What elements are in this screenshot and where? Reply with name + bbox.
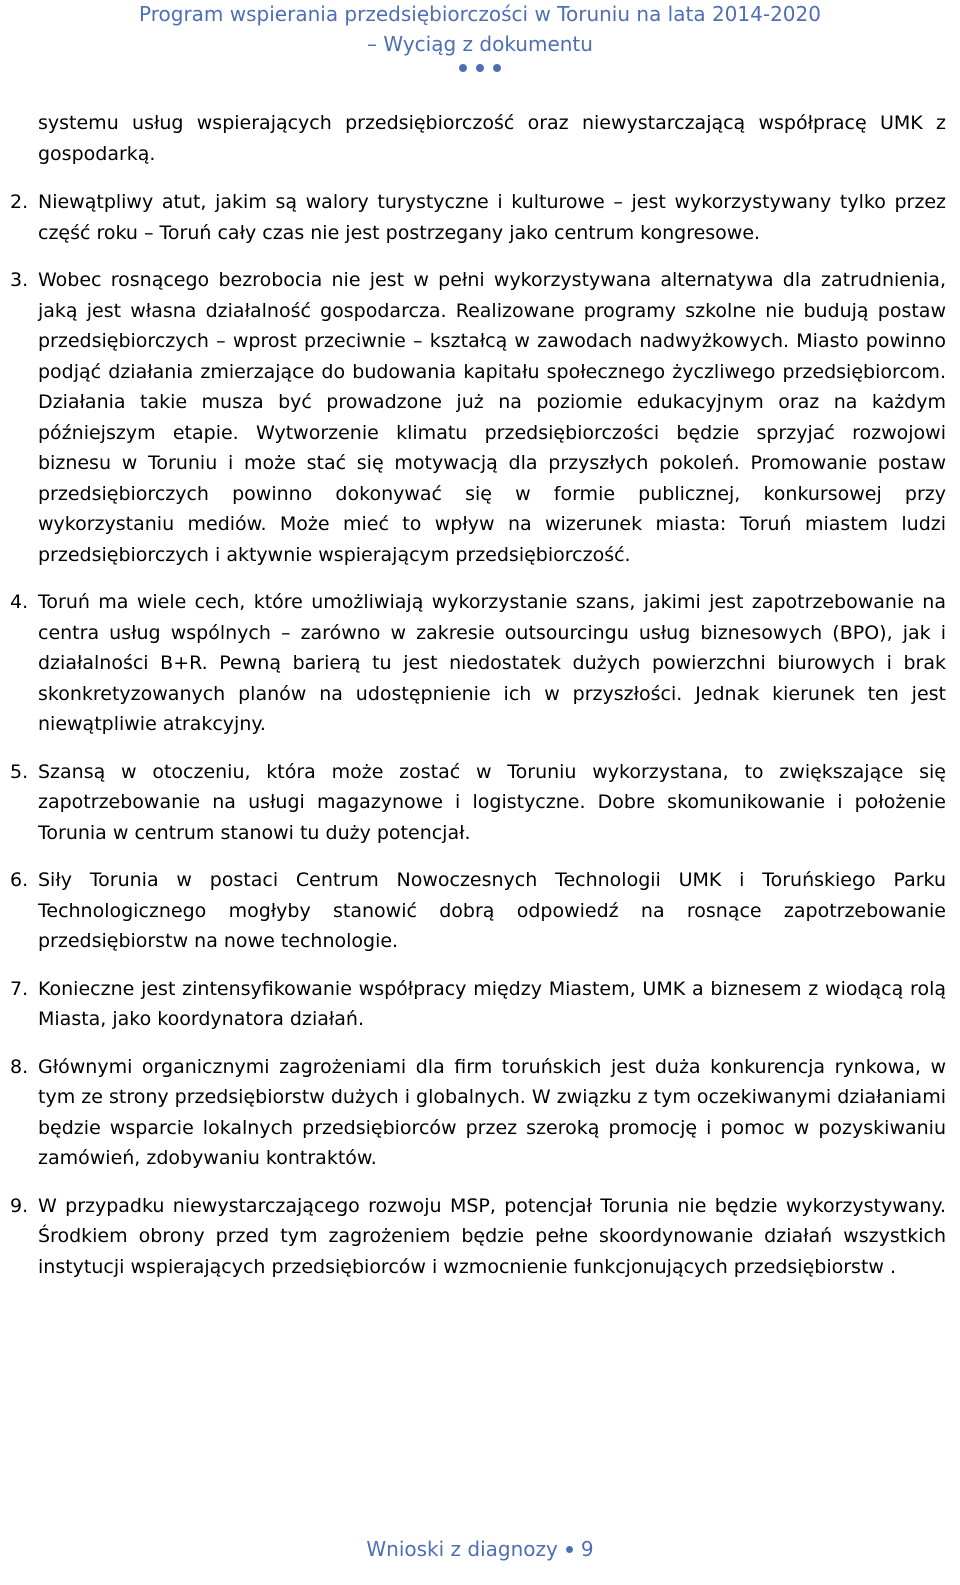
list-item-text: W przypadku niewystarczającego rozwoju MSP, potencjał Torunia nie będzie wykorzystywany. Środkiem obrony przed tym zagrożeniem będzie pełne skoordynowanie działań wszystkich instytucji wspierających przedsiębiorców i wzmocnienie funkcjonujących przedsiębiorstw . — [38, 1194, 946, 1278]
list-item-number: 9. — [10, 1194, 29, 1217]
list-item-number: 7. — [10, 977, 29, 1000]
list-item-text: Szansą w otoczeniu, która może zostać w Toruniu wykorzystana, to zwiększające się zapotrzebowanie na usługi magazynowe i logistyczne. Dobre skomunikowanie i położenie Torunia w centrum stanowi tu duży potencjał. — [38, 760, 946, 844]
dot-icon — [476, 64, 484, 72]
list-item-text: Konieczne jest zintensyfikowanie współpracy między Miastem, UMK a biznesem z wiodącą rolą Miasta, jako koordynatora działań. — [38, 977, 946, 1030]
list-item — [10, 1052, 946, 1174]
list-item-number: 5. — [10, 760, 29, 783]
footer-section-title: Wnioski z diagnozy — [366, 1537, 558, 1561]
list-item — [10, 1191, 946, 1283]
dot-icon — [493, 64, 501, 72]
list-item — [10, 757, 946, 849]
list-item-number: 2. — [10, 191, 29, 213]
list-item-text: Niewątpliwy atut, jakim są walory turystyczne i kulturowe – jest wykorzystywany tylko przez część roku – Toruń cały czas nie jest postrzegany jako centrum kongresowe. — [38, 191, 946, 244]
page-footer — [0, 1534, 960, 1564]
document-title: Program wspierania przedsiębiorczości w Toruniu na lata 2014-2020 — [139, 2, 821, 26]
list-item-text: Siły Torunia w postaci Centrum Nowoczesnych Technologii UMK i Toruńskiego Parku Technologicznego mogłyby stanowić dobrą odpowiedź na rosnące zapotrzebowanie przedsiębiorstw na nowe technologie. — [38, 869, 946, 952]
page-number: 9 — [580, 1537, 594, 1561]
page-header — [0, 0, 960, 78]
list-item — [10, 187, 946, 248]
bullet-icon — [566, 1546, 573, 1553]
list-item-number: 6. — [10, 869, 29, 891]
list-item-text: Toruń ma wiele cech, które umożliwiają wykorzystanie szans, jakimi jest zapotrzebowanie na centra usług wspólnych – zarówno w zakresie outsourcingu usług biznesowych (BPO), jak i działalności B+R. Pewną barierą tu jest niedostatek dużych powierzchni biurowych i brak skonkretyzowanych planów na udostępnienie ich w przyszłości. Jednak kierunek ten jest niewątpliwie atrakcyjny. — [38, 591, 946, 735]
list-item-number: 3. — [10, 269, 29, 291]
dot-icon — [459, 64, 467, 72]
document-subtitle: – Wyciąg z dokumentu — [367, 32, 593, 56]
document-body — [10, 108, 946, 1299]
intro-paragraph: systemu usług wspierających przedsiębiorczość oraz niewystarczającą współpracę UMK z gospodarką. — [38, 112, 946, 165]
list-item-number: 4. — [10, 591, 29, 613]
list-item-text: Głównymi organicznymi zagrożeniami dla firm toruńskich jest duża konkurencja rynkowa, w tym ze strony przedsiębiorstw dużych i globalnych. W związku z tym oczekiwanymi działaniami będzie wsparcie lokalnych przedsiębiorców przez szeroką promocję i pomoc w pozyskiwaniu zamówień, zdobywaniu kontraktów. — [38, 1055, 946, 1169]
list-item — [10, 265, 946, 570]
header-dots-decoration — [0, 64, 960, 78]
list-item — [10, 587, 946, 740]
list-item — [10, 865, 946, 957]
list-item-text: Wobec rosnącego bezrobocia nie jest w pełni wykorzystywana alternatywa dla zatrudnienia, jaką jest własna działalność gospodarcza. Realizowane programy szkolne nie budują postaw przedsiębiorczych – wprost przeciwnie – kształcą w zawodach nadwyżkowych. Miasto powinno podjąć działania zmierzające do budowania kapitału społecznego życzliwego przedsiębiorcom. Działania takie musza być prowadzone już na poziomie edukacyjnym oraz na każdym późniejszym etapie. Wytworzenie klimatu przedsiębiorczości będzie sprzyjać rozwojowi biznesu w Toruniu i może stać się motywacją dla przyszłych pokoleń. Promowanie postaw przedsiębiorczych powinno dokonywać się w formie publicznej, konkursowej przy wykorzystaniu mediów. Może mieć to wpływ na wizerunek miasta: Toruń miastem ludzi przedsiębiorczych i aktywnie wspierającym przedsiębiorczość. — [38, 269, 946, 566]
list-item-number: 8. — [10, 1055, 29, 1078]
list-item — [10, 974, 946, 1035]
